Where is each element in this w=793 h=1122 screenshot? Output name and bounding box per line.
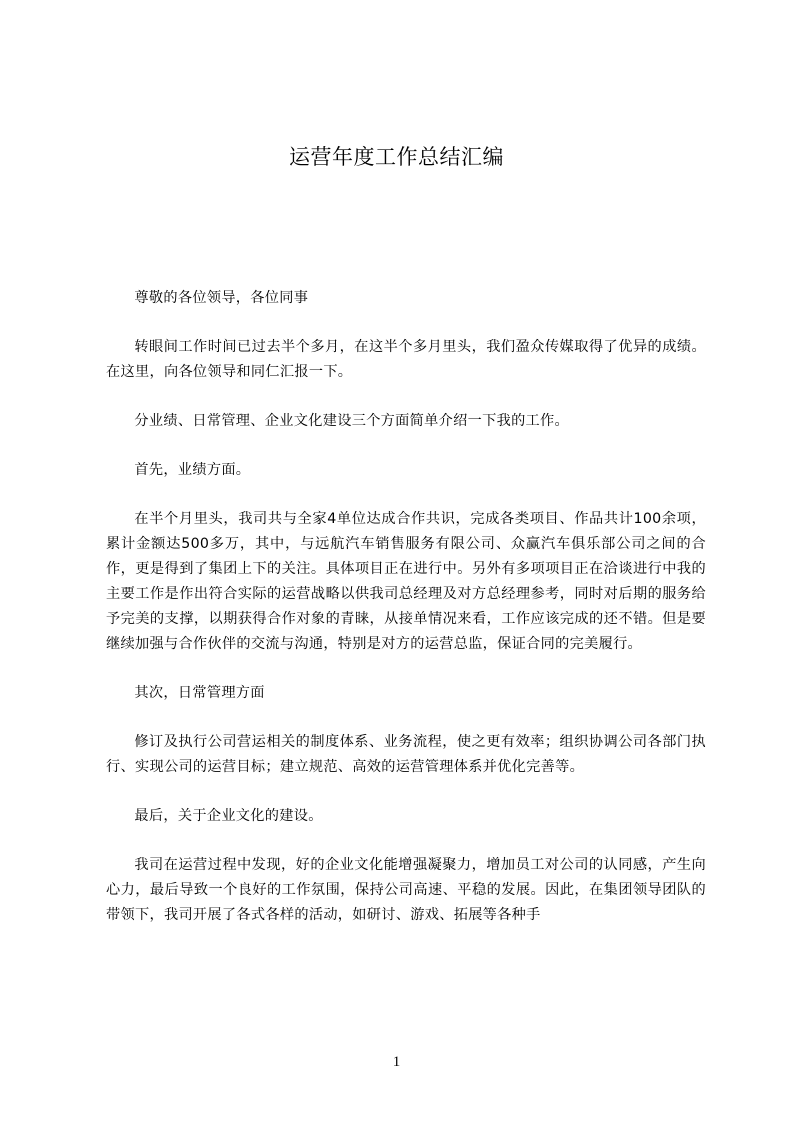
paragraph-gap bbox=[106, 657, 706, 681]
document-title: 运营年度工作总结汇编 bbox=[289, 145, 504, 169]
page-number: 1 bbox=[392, 1054, 401, 1070]
section-heading-management: 其次，日常管理方面 bbox=[134, 685, 265, 701]
section-heading-performance: 首先，业绩方面。 bbox=[134, 462, 251, 478]
outline-paragraph: 分业绩、日常管理、企业文化建设三个方面简单介绍一下我的工作。 bbox=[134, 413, 570, 429]
paragraph-gap bbox=[106, 434, 706, 458]
greeting-paragraph: 尊敬的各位领导，各位同事 bbox=[134, 290, 309, 306]
performance-paragraph: 在半个月里头，我司共与全家4单位达成合作共识，完成各类项目、作品共计100余项，累计金额达500多万，其中，与远航汽车销售服务有限公司、众赢汽车俱乐部公司之间的合作，更是得到了集团上下的关注。具体项目正在进行中。另外有多项项目正在洽谈进行中我的主要工作是作出符合实际的运营战略以供我司总经理及对方总经理参考，同时对后期的服务给予完美的支撑，以期获得合作对象的青睐，从接单情况来看，工作应该完成的还不错。但是要继续加强与合作伙伴的交流与沟通，特别是对方的运营总监，保证合同的完美履行。 bbox=[106, 511, 706, 652]
paragraph-gap bbox=[106, 385, 706, 409]
section-heading-culture: 最后，关于企业文化的建设。 bbox=[134, 808, 323, 824]
paragraph-gap bbox=[106, 311, 706, 335]
paragraph-gap bbox=[106, 780, 706, 804]
management-paragraph: 修订及执行公司营运相关的制度体系、业务流程，使之更有效率；组织协调公司各部门执行、实现公司的运营目标；建立规范、高效的运营管理体系并优化完善等。 bbox=[106, 734, 706, 775]
paragraph-gap bbox=[106, 483, 706, 507]
paragraph-gap bbox=[106, 829, 706, 853]
intro-paragraph: 转眼间工作时间已过去半个多月，在这半个多月里头，我们盈众传媒取得了优异的成绩。在这里，向各位领导和同仁汇报一下。 bbox=[106, 339, 706, 380]
document-body bbox=[106, 286, 706, 928]
culture-paragraph: 我司在运营过程中发现，好的企业文化能增强凝聚力，增加员工对公司的认同感，产生向心力，最后导致一个良好的工作氛围，保持公司高速、平稳的发展。因此，在集团领导团队的带领下，我司开展了各式各样的活动，如研讨、游戏、拓展等各种手 bbox=[106, 857, 706, 923]
paragraph-gap bbox=[106, 706, 706, 730]
